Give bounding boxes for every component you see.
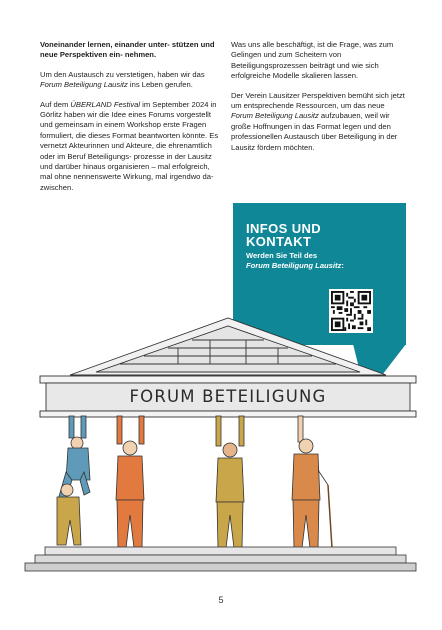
paragraph-4: Der Verein Lausitzer Perspektiven bemüht sich jetzt um entsprechende Ressourcen, um das neue Forum Beteiligung Lausitz aufzubauen, weil wir große Hoffnungen in das Format legen und den professionellen Austausch über Beteiligung in der Lausitz fördern möchten. — [231, 90, 405, 152]
figure-stacked — [57, 416, 90, 545]
paragraph-3: Was uns alle beschäftigt, ist die Frage, was zum Gelingen und zum Scheitern von Beteiligungsprozessen beiträgt und wie sich erfolgreiche Modelle skalieren lassen. — [231, 40, 394, 81]
infobox-subtitle: Werden Sie Teil des Forum Beteiligung Lausitz: — [246, 251, 344, 271]
infobox-title: INFOS UND KONTAKT — [246, 221, 322, 250]
paragraph-2: Auf dem ÜBERLAND Festival im September 2024 in Görlitz haben wir die Idee eines Forums vorgestellt und gemeinsam in einem Workshop erste Fragen formuliert, die dieses Format beantworten könnte. Es vernetzt Akteurinnen und Akteure, die ehrenamtlich oder im Beruf Beteiligungs- prozesse in der Lausitz und darüber hinaus organisieren – mal erfolgreich, mal ohne nennenswerte Wirkung, mal irgendwo da- zwischen. — [40, 99, 219, 192]
temple-steps — [25, 547, 416, 571]
page-number: 5 — [218, 595, 224, 605]
section-heading: Voneinander lernen, einander unter- stützen und neue Perspektiven ein- nehmen. — [40, 40, 215, 60]
figure-yellow — [216, 416, 244, 548]
figure-orange — [116, 416, 144, 548]
paragraph-1: Um den Austausch zu verstetigen, haben wir das Forum Beteiligung Lausitz ins Leben gerufen. — [40, 69, 205, 90]
figure-elder — [292, 416, 332, 548]
banner-text: FORUM BETEILIGUNG — [129, 387, 327, 406]
